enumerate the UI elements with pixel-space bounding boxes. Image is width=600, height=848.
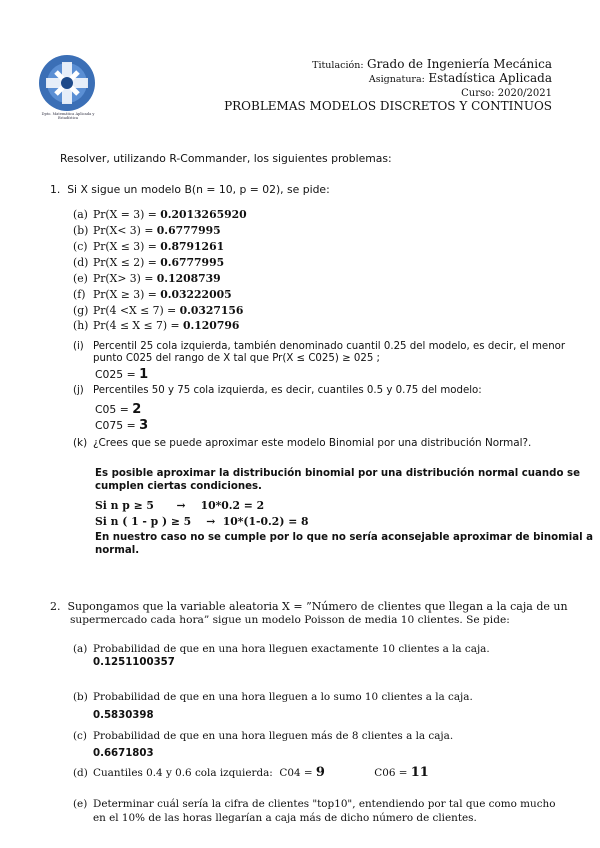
curso-line: Curso: 2020/2021 [461, 88, 552, 99]
problem-1-item: (f) Pr(X ≥ 3) = 0.03222005 [73, 288, 232, 301]
page-title: PROBLEMAS MODELOS DISCRETOS Y CONTINUOS [224, 99, 552, 113]
problem-1-item: (e) Pr(X> 3) = 0.1208739 [73, 272, 221, 285]
p2-item-c-answer: 0.6671803 [93, 748, 154, 759]
university-logo-icon [38, 54, 96, 112]
problem-2-line1: 2. Supongamos que la variable aleatoria X = ”Número de clientes que llegan a la caja de un [50, 600, 568, 613]
p2-item-a-answer: 0.1251100357 [93, 657, 175, 668]
item-k-condition-1: Si n p ≥ 5 → 10*0.2 = 2 [95, 499, 265, 512]
item-i-answer: C025 = 1 [95, 367, 149, 382]
p2-item-a: (a) Probabilidad de que en una hora lleguen exactamente 10 clientes a la caja. [73, 643, 490, 655]
problem-1-item: (g) Pr(4 <X ≤ 7) = 0.0327156 [73, 304, 244, 317]
problem-2-line2: supermercado cada hora” sigue un modelo Poisson de media 10 clientes. Se pide: [70, 614, 510, 626]
p2-item-b: (b) Probabilidad de que en una hora lleguen a lo sumo 10 clientes a la caja. [73, 691, 473, 703]
problem-1-item: (b) Pr(X< 3) = 0.6777995 [73, 224, 221, 237]
item-j-line: (j) Percentiles 50 y 75 cola izquierda, es decir, cuantiles 0.5 y 0.75 del modelo: [73, 385, 482, 396]
problem-1-item: (a) Pr(X = 3) = 0.2013265920 [73, 208, 247, 221]
p2-item-d: (d) Cuantiles 0.4 y 0.6 cola izquierda: C04 = 9 C06 = 11 [73, 765, 429, 780]
titulacion-line: Titulación: Grado de Ingeniería Mecánica [312, 57, 552, 71]
item-k-answer-2: cumplen ciertas condiciones. [95, 481, 262, 492]
problem-1-item: (c) Pr(X ≤ 3) = 0.8791261 [73, 240, 225, 253]
item-j-answer-2: C075 = 3 [95, 418, 149, 433]
item-k-answer-1: Es posible aproximar la distribución binomial por una distribución normal cuando se [95, 468, 580, 479]
p2-item-e-line2: en el 10% de las horas llegarían a caja más de dicho número de clientes. [93, 812, 477, 824]
p2-item-c: (c) Probabilidad de que en una hora lleguen más de 8 clientes a la caja. [73, 730, 454, 742]
item-i-line1: (i) Percentil 25 cola izquierda, también denominado cuantil 0.25 del modelo, es decir, el menor [73, 341, 566, 352]
item-j-answer-1: C05 = 2 [95, 402, 142, 417]
item-k-conclusion-2: normal. [95, 545, 140, 556]
problem-1-item: (d) Pr(X ≤ 2) = 0.6777995 [73, 256, 225, 269]
item-k-line: (k) ¿Crees que se puede aproximar este modelo Binomial por una distribución Normal?. [73, 437, 532, 449]
p2-item-e-line1: (e) Determinar cuál sería la cifra de clientes "top10", entendiendo por tal que como mucho [73, 798, 556, 810]
intro-text: Resolver, utilizando R-Commander, los siguientes problemas: [60, 152, 392, 165]
asignatura-line: Asignatura: Estadística Aplicada [368, 71, 552, 85]
item-i-line2: punto C025 del rango de X tal que Pr(X ≤ C025) ≥ 025 ; [93, 353, 380, 364]
problem-1-item: (h) Pr(4 ≤ X ≤ 7) = 0.120796 [73, 319, 240, 332]
problem-1-statement: 1. Si X sigue un modelo B(n = 10, p = 02), se pide: [50, 183, 330, 196]
logo-caption: Dpto. Matemática Aplicada y Estadística [41, 112, 95, 121]
item-k-conclusion-1: En nuestro caso no se cumple por lo que no sería aconsejable aproximar de binomial a [95, 532, 594, 543]
p2-item-b-answer: 0.5830398 [93, 710, 154, 721]
item-k-condition-2: Si n ( 1 - p ) ≥ 5 → 10*(1-0.2) = 8 [95, 515, 309, 528]
